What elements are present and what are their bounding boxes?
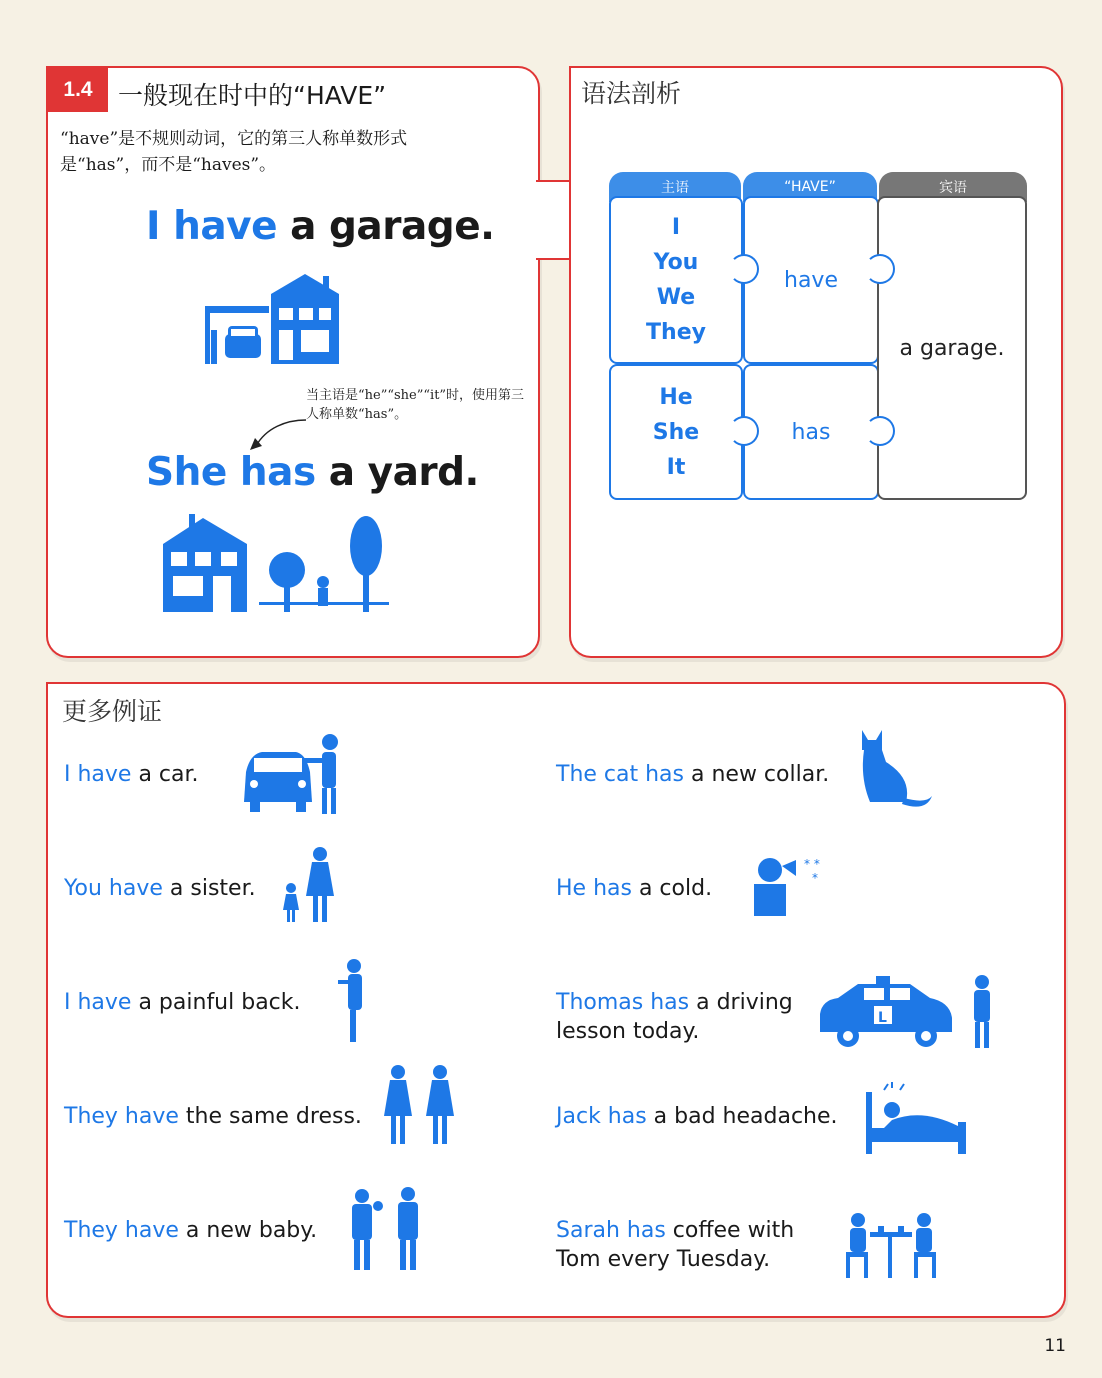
example-right-1-subject: The cat has xyxy=(556,762,684,787)
sentence2-subject: She has xyxy=(146,450,316,495)
svg-text:L: L xyxy=(878,1010,887,1026)
third-person-note: 当主语是“he”“she”“it”时，使用第三人称单数“has”。 xyxy=(306,388,525,422)
verb-have: have xyxy=(784,267,838,293)
subject-they: They xyxy=(646,320,706,345)
verb-have-piece xyxy=(743,196,879,364)
example-left-3-subject: I have xyxy=(64,990,132,1015)
subject-we: We xyxy=(656,285,696,310)
puzzle-tab xyxy=(865,416,895,446)
intro-text: “have”是不规则动词，它的第三人称单数形式是“has”，而不是“haves”。 xyxy=(60,129,408,175)
section-number: 1.4 xyxy=(48,68,108,112)
analysis-title: 语法剖析 xyxy=(581,79,682,108)
cold-icon xyxy=(752,854,832,918)
example-right-2-subject: He has xyxy=(556,876,632,901)
subject-you: You xyxy=(653,250,699,275)
object-piece xyxy=(877,196,1027,500)
subject-i: I xyxy=(671,215,681,240)
more-examples-panel xyxy=(46,682,1066,1318)
example-right-3 xyxy=(556,988,806,1046)
example-right-4-rest: a bad headache. xyxy=(646,1104,838,1129)
svg-text:* *: * * xyxy=(804,857,820,871)
example-left-3 xyxy=(64,988,301,1017)
example-right-5 xyxy=(556,1216,806,1274)
example-left-5-subject: They have xyxy=(64,1218,179,1243)
cat-icon xyxy=(856,728,936,814)
subject-she: She xyxy=(652,419,700,445)
house-garage-icon xyxy=(203,272,353,368)
header-have: “HAVE” xyxy=(743,172,877,202)
example-left-4 xyxy=(64,1102,362,1131)
example-right-3-subject: Thomas has xyxy=(556,990,690,1015)
subject-group-1 xyxy=(609,196,743,364)
back-pain-icon xyxy=(336,958,372,1044)
verb-has: has xyxy=(791,419,831,445)
more-title: 更多例证 xyxy=(62,697,163,726)
example-right-1 xyxy=(556,760,829,789)
sister-icon xyxy=(282,846,342,926)
example-right-5-subject: Sarah has xyxy=(556,1218,666,1243)
example-right-4-subject: Jack has xyxy=(556,1104,647,1129)
sentence2-rest: a yard. xyxy=(315,450,479,495)
house-yard-icon xyxy=(163,514,403,614)
subject-group-2 xyxy=(609,364,743,500)
example-left-4-rest: the same dress. xyxy=(178,1104,362,1129)
page-number: 11 xyxy=(1044,1336,1066,1356)
sentence-i-have-garage xyxy=(146,204,495,249)
svg-text:*: * xyxy=(812,871,818,885)
have-panel xyxy=(46,66,540,658)
driving-lesson-icon xyxy=(818,974,998,1050)
example-right-2-rest: a cold. xyxy=(631,876,713,901)
example-left-2-rest: a sister. xyxy=(162,876,256,901)
section-title: 一般现在时中的“HAVE” xyxy=(118,81,387,110)
car-owner-icon xyxy=(240,732,350,816)
puzzle-tab xyxy=(729,416,759,446)
verb-has-piece xyxy=(743,364,879,500)
header-object: 宾语 xyxy=(879,172,1027,202)
headache-icon xyxy=(862,1082,974,1156)
puzzle-tab xyxy=(729,254,759,284)
sentence1-subject: I have xyxy=(146,204,278,249)
example-left-5-rest: a new baby. xyxy=(178,1218,318,1243)
puzzle-tab xyxy=(865,254,895,284)
header-subject: 主语 xyxy=(609,172,741,202)
object-text: a garage. xyxy=(899,335,1005,361)
example-left-4-subject: They have xyxy=(64,1104,179,1129)
example-left-2 xyxy=(64,874,256,903)
example-left-1 xyxy=(64,760,199,789)
example-right-1-rest: a new collar. xyxy=(684,762,830,787)
analysis-panel xyxy=(569,66,1063,658)
example-left-1-subject: I have xyxy=(64,762,132,787)
sentence1-rest: a garage. xyxy=(277,204,495,249)
example-right-4 xyxy=(556,1102,838,1131)
example-left-2-subject: You have xyxy=(64,876,163,901)
example-left-3-rest: a painful back. xyxy=(131,990,301,1015)
example-right-2 xyxy=(556,874,712,903)
example-left-5 xyxy=(64,1216,317,1245)
coffee-icon xyxy=(844,1210,940,1280)
new-baby-icon xyxy=(346,1186,432,1274)
sentence-she-has-yard xyxy=(146,450,479,495)
subject-it: It xyxy=(666,454,686,480)
same-dress-icon xyxy=(382,1064,468,1148)
subject-he: He xyxy=(659,384,693,410)
example-right-5-rest: coffee with Tom every Tuesday. xyxy=(556,1218,795,1272)
example-left-1-rest: a car. xyxy=(131,762,199,787)
arrow-icon xyxy=(246,414,310,454)
example-right-3-rest: a driving lesson today. xyxy=(556,990,793,1044)
